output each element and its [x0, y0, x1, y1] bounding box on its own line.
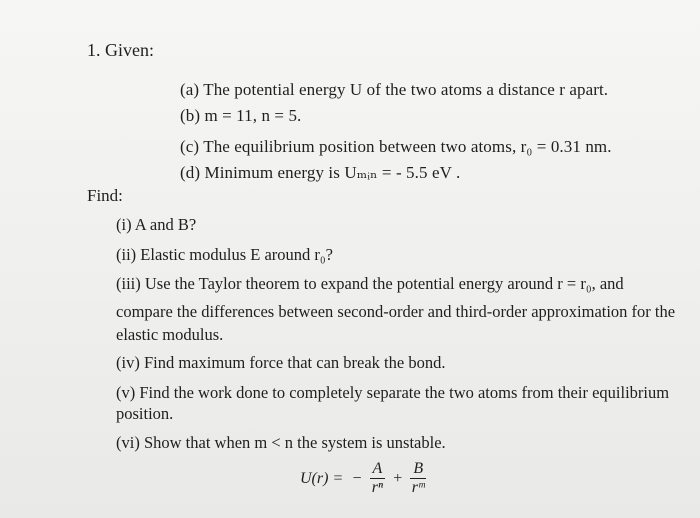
- find-item-i: (i) A and B?: [116, 215, 197, 234]
- given-item-d: (d) Minimum energy is Uₘᵢₙ = - 5.5 eV .: [180, 163, 461, 182]
- find-item-iii-line2: compare the differences between second-order and third-order approximation for the: [116, 302, 676, 321]
- find-item-iii-line1: (iii) Use the Taylor theorem to expand the potential energy around r = r₀, and: [116, 274, 624, 293]
- find-item-v-line1: (v) Find the work done to completely separate the two atoms from their equilibrium: [116, 383, 670, 402]
- find-item-ii: (ii) Elastic modulus E around r₀?: [116, 245, 333, 264]
- find-item-iii-line3: elastic modulus.: [116, 325, 224, 344]
- equation-plus: +: [393, 469, 403, 487]
- denominator-rn: rⁿ: [371, 479, 384, 496]
- find-item-v-line2: position.: [116, 404, 174, 423]
- problem-title: 1. Given:: [87, 40, 154, 60]
- fraction-a-over-rn: [370, 460, 386, 497]
- numerator-b: B: [410, 460, 426, 479]
- equation-equals: =: [333, 469, 343, 487]
- potential-energy-equation: [300, 460, 429, 497]
- given-item-a: (a) The potential energy U of the two atoms a distance r apart.: [180, 80, 609, 99]
- equation-lhs: U(r): [300, 469, 329, 487]
- denominator-rm: rᵐ: [411, 479, 425, 496]
- find-label: Find:: [87, 186, 123, 205]
- numerator-a: A: [370, 460, 386, 479]
- given-item-c: (c) The equilibrium position between two atoms, r₀ = 0.31 nm.: [180, 137, 612, 156]
- find-item-vi: (vi) Show that when m < n the system is unstable.: [116, 433, 446, 452]
- given-item-b: (b) m = 11, n = 5.: [180, 106, 302, 125]
- fraction-b-over-rm: [410, 460, 426, 497]
- equation-minus: −: [352, 469, 362, 487]
- find-item-iv: (iv) Find maximum force that can break the bond.: [116, 353, 446, 372]
